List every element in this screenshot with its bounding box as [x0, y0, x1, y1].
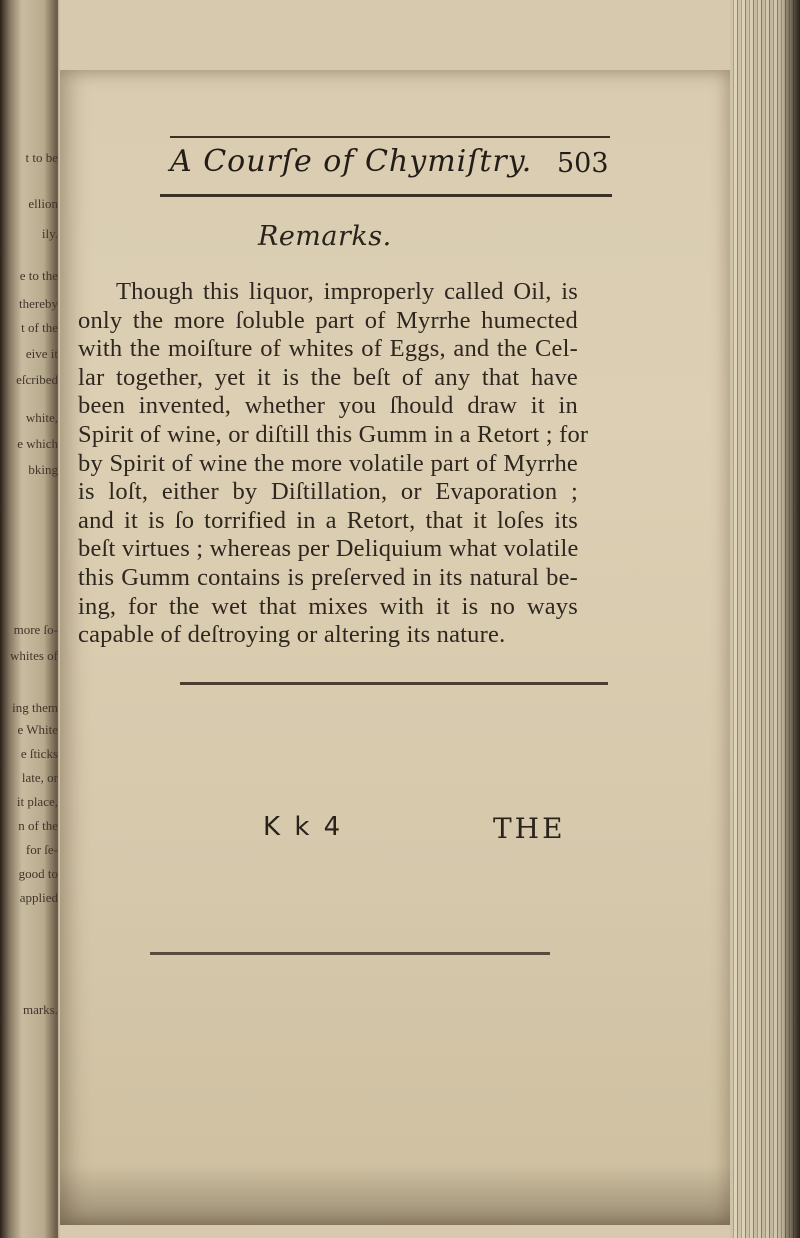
prev-page-fragment: t to be	[25, 150, 58, 165]
header-bottom-rule	[160, 194, 612, 197]
prev-page-fragment: late, or	[21, 770, 58, 785]
prev-page-fragment: t of the	[21, 320, 58, 335]
body-line: been invented, whether you ſhould draw it in	[78, 392, 578, 420]
prev-page-fragment: n of the	[18, 818, 58, 833]
book-page	[60, 70, 730, 1225]
page-bottom-shadow	[60, 1165, 730, 1225]
body-line: ing, for the wet that mixes with it is no ways	[78, 592, 578, 620]
signature-mark: K k 4	[263, 812, 344, 842]
section-end-rule	[180, 682, 608, 685]
prev-page-fragment: e which	[17, 436, 58, 451]
prev-page-fragment: for ſe-	[25, 842, 58, 857]
prev-page-fragment: thereby	[19, 296, 58, 311]
prev-page-fragment: whites of	[9, 648, 58, 663]
section-heading: Remarks.	[258, 221, 392, 252]
previous-page-edge	[0, 0, 58, 1238]
body-line: Spirit of wine, or diſtill this Gumm in a Retort ; for	[78, 420, 589, 448]
body-line: Though this liquor, improperly called Oil, is	[116, 278, 578, 305]
page-number: 503	[557, 148, 609, 179]
body-line: by Spirit of wine the more volatile part of Myrrhe	[78, 449, 578, 477]
prev-page-fragment: good to	[18, 866, 58, 881]
body-line: lar together, yet it is the beſt of any that have	[78, 363, 578, 391]
header-top-rule	[170, 136, 610, 138]
body-line: is loſt, either by Diſtillation, or Evaporation ;	[78, 478, 578, 506]
body-line: capable of deſtroying or altering its nature.	[78, 621, 506, 649]
prev-page-fragment: eive it	[25, 346, 58, 361]
prev-page-fragment: e ſticks	[20, 746, 58, 761]
running-head-title: A Courſe of Chymiſtry.	[170, 144, 533, 179]
prev-page-fragment: it place,	[16, 794, 58, 809]
prev-page-fragment: e to the	[19, 268, 58, 283]
body-line: and it is ſo torrified in a Retort, that it loſes its	[78, 506, 578, 534]
body-line: with the moiſture of whites of Eggs, and the Cel-	[78, 335, 578, 363]
prev-page-fragment: e White	[17, 722, 58, 737]
catchword: THE	[493, 812, 566, 845]
prev-page-fragment: white,	[25, 410, 58, 425]
prev-page-fragment: marks.	[22, 1002, 58, 1017]
body-line: this Gumm contains is preſerved in its natural be-	[78, 563, 578, 591]
body-line: beſt virtues ; whereas per Deliquium what volatile	[78, 535, 579, 563]
prev-page-fragment: ily.	[41, 226, 58, 241]
stacked-page-edges	[730, 0, 800, 1238]
prev-page-fragment: more ſo-	[13, 622, 58, 637]
prev-page-fragment: applied	[19, 890, 58, 905]
body-line: only the more ſoluble part of Myrrhe humected	[78, 306, 578, 334]
prev-page-fragment: eſcribed	[16, 372, 58, 387]
prev-page-fragment: ing them	[12, 700, 58, 715]
body-paragraph	[78, 278, 589, 650]
prev-page-fragment: bking	[28, 462, 58, 477]
bottom-rule	[150, 952, 550, 955]
prev-page-fragment: ellion	[28, 196, 58, 211]
